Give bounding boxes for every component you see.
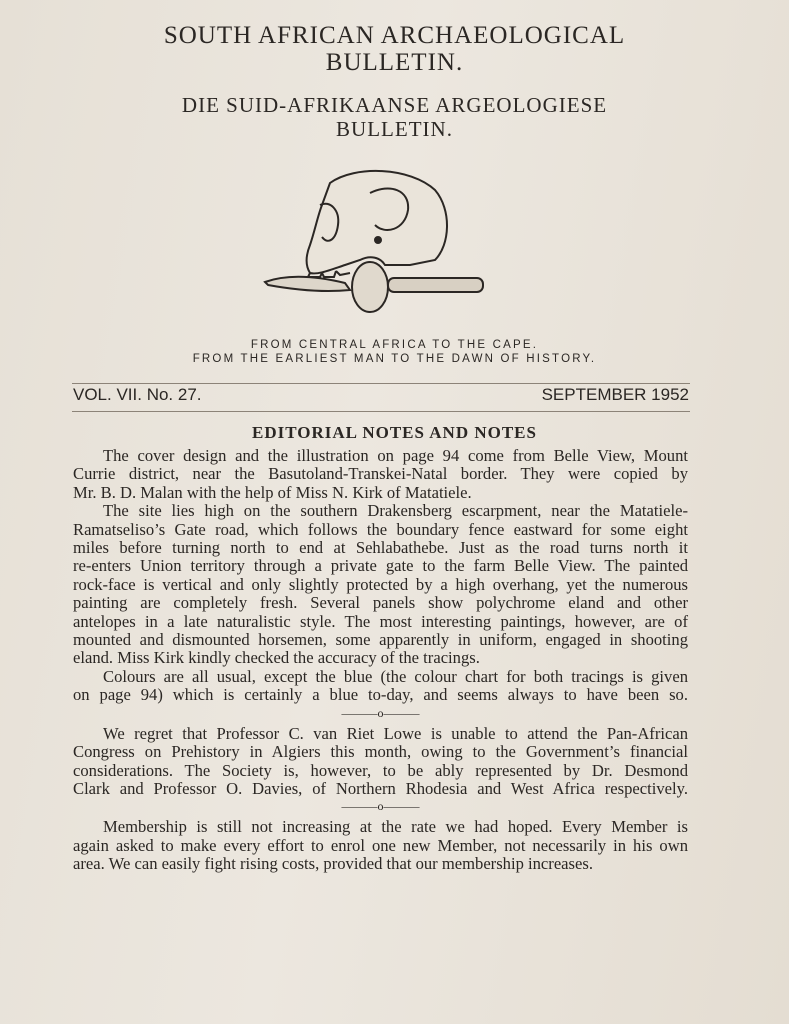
volume-number: VOL. VII. No. 27.	[73, 385, 202, 404]
journal-title-afrikaans	[0, 93, 789, 141]
divider	[72, 383, 690, 384]
paragraph	[73, 725, 688, 799]
title-line: DIE SUID-AFRIKAANSE ARGEOLOGIESE	[181, 93, 608, 117]
text-line: We regret that Professor C. van Riet Lowe is unable to attend the Pan-African	[103, 723, 688, 743]
text-line: The cover design and the illustration on page 94 come from Belle View, Mount	[103, 446, 688, 465]
text-line: mounted and dismounted horsemen, some apparently in uniform, engaged in shooting	[73, 630, 688, 650]
text-line: area. We can easily fight rising costs, provided that our membership increases.	[73, 854, 593, 874]
paragraph	[73, 668, 688, 705]
text-line: antelopes in a late naturalistic style. The most interesting paintings, however, are of	[73, 611, 688, 631]
paragraph	[73, 818, 688, 873]
text-line: re-enters Union territory through a private gate to the farm Belle View. The painted	[73, 556, 688, 576]
text-line: Ramatseliso’s Gate road, which follows the boundary fence eastward for some eight	[73, 519, 688, 539]
skull-emblem-illustration	[260, 165, 490, 320]
text-line: on page 94) which is certainly a blue to-day, and seems always to have been so.	[73, 685, 688, 705]
title-line: BULLETIN.	[325, 49, 464, 76]
separator: ———o———	[341, 799, 420, 814]
text-line: miles before turning north to end at Sehlabathebe. Just as the road turns north it	[73, 538, 688, 558]
divider	[72, 411, 690, 412]
text-line: Clark and Professor O. Davies, of Northern Rhodesia and West Africa respectively.	[73, 778, 688, 798]
text-line: painting are completely fresh. Several panels show polychrome eland and other	[73, 593, 688, 613]
text-line: eland. Miss Kirk kindly checked the accuracy of the tracings.	[73, 648, 480, 668]
text-line: Mr. B. D. Malan with the help of Miss N. Kirk of Matatiele.	[73, 482, 472, 502]
title-line: SOUTH AFRICAN ARCHAEOLOGICAL	[163, 22, 626, 49]
editorial-body	[73, 447, 688, 874]
text-line: Currie district, near the Basutoland-Transkei-Natal border. They were copied by	[73, 464, 688, 484]
text-line: considerations. The Society is, however, to be ably represented by Dr. Desmond	[73, 760, 688, 780]
text-line: The site lies high on the southern Drakensberg escarpment, near the Matatiele-	[103, 501, 688, 521]
journal-title-english	[0, 22, 789, 76]
issue-date: SEPTEMBER 1952	[541, 385, 689, 404]
text-line: Congress on Prehistory in Algiers this month, owing to the Government’s financial	[73, 742, 688, 762]
text-line: Membership is still not increasing at the rate we had hoped. Every Member is	[103, 817, 688, 837]
text-line: rock-face is vertical and only slightly protected by a high overhang, yet the numerous	[73, 574, 688, 594]
text-line: Colours are all usual, except the blue (the colour chart for both tracings is given	[103, 666, 688, 686]
section-heading: EDITORIAL NOTES AND NOTES	[252, 423, 537, 442]
paragraph	[73, 502, 688, 668]
motto-line: FROM THE EARLIEST MAN TO THE DAWN OF HISTORY.	[192, 353, 597, 365]
motto-line: FROM CENTRAL AFRICA TO THE CAPE.	[250, 339, 539, 351]
title-line: BULLETIN.	[336, 117, 453, 141]
separator: ———o———	[341, 705, 420, 720]
text-line: again asked to make every effort to enrol one new Member, not necessarily in his own	[73, 835, 688, 855]
paragraph	[73, 447, 688, 502]
